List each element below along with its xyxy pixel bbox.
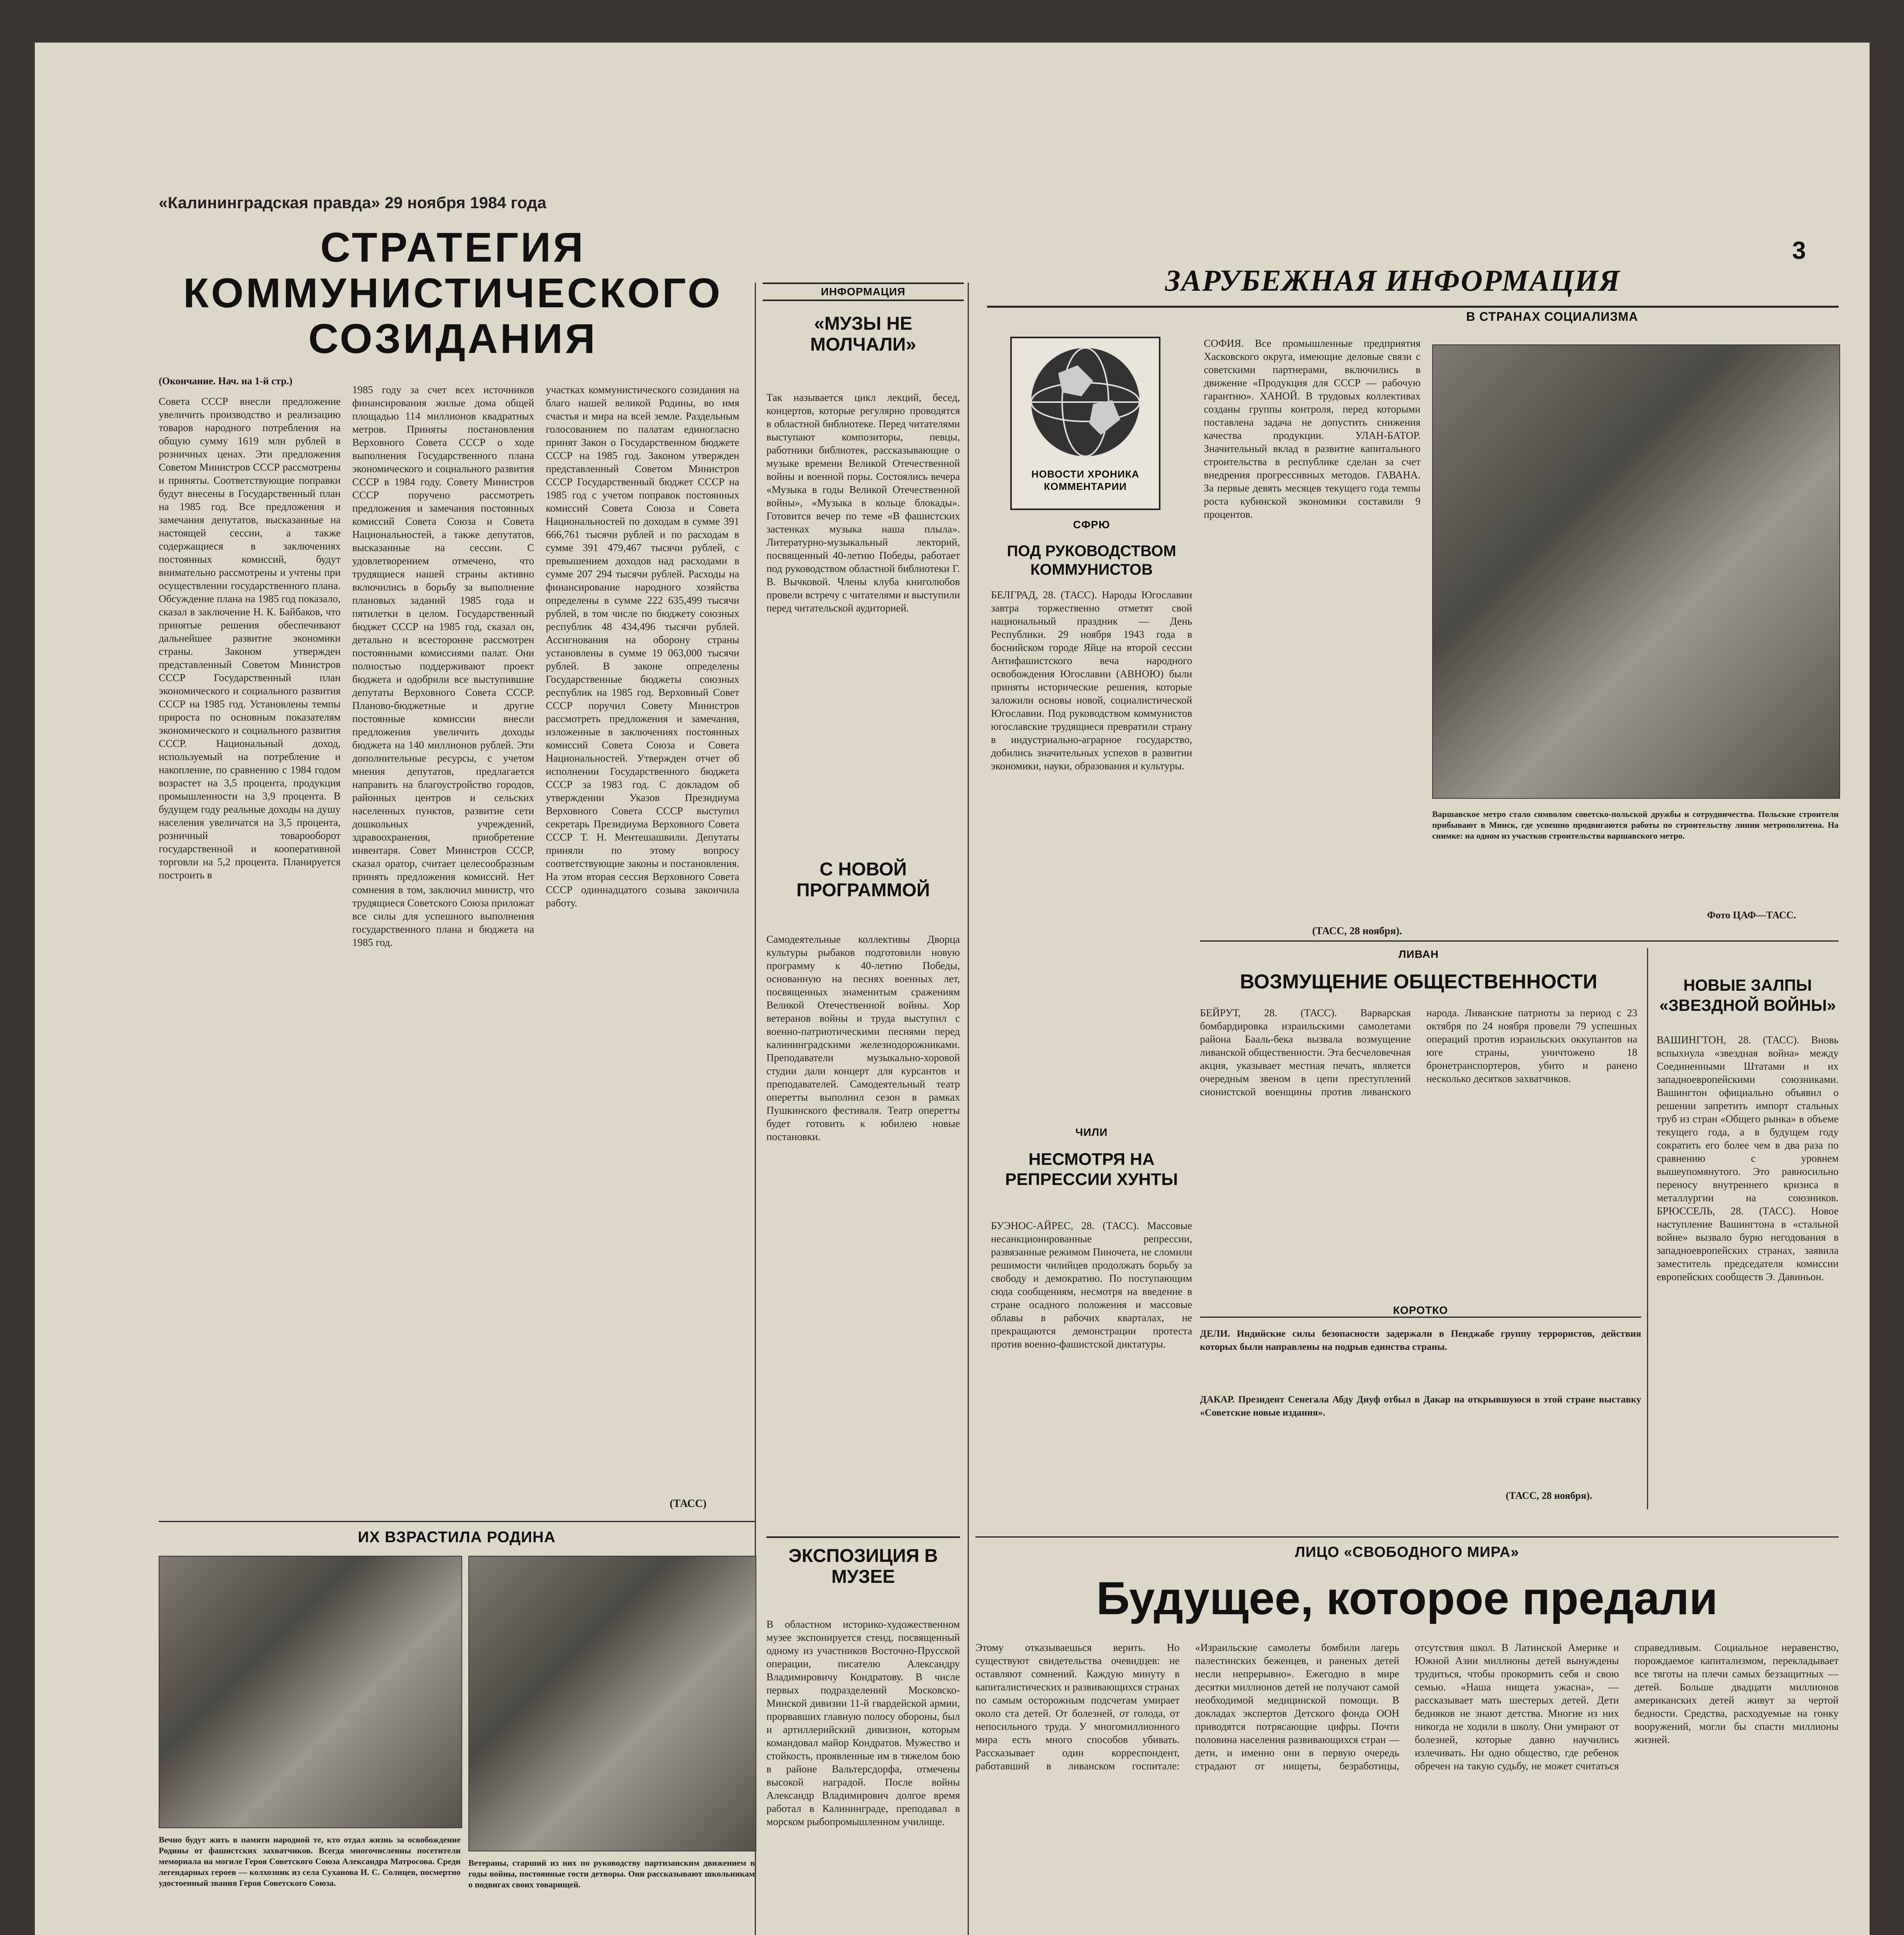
socialist-tass: (ТАСС, 28 ноября).: [1312, 925, 1402, 937]
exhibition-title: ЭКСПОЗИЦИЯ В МУЗЕЕ: [766, 1536, 960, 1587]
world-section-label: ЗАРУБЕЖНАЯ ИНФОРМАЦИЯ: [1165, 264, 1621, 297]
future-kicker: ЛИЦО «СВОБОДНОГО МИРА»: [1295, 1544, 1519, 1560]
chile-text: БУЭНОС-АЙРЕС, 28. (ТАСС). Массовые несанкционированные репрессии, развязанные режимом Пиночета, не сломили решимости чилийцев продолжать борьбу за свободу и демократию. По поступающим сюда сообщениям, несмотря на введение в стране осадного положения и массовые облавы в рабочих кварталах, не прекращаются демонстрации протеста против военно-фашистской диктатуры.: [991, 1220, 1192, 1350]
strategy-column-2: 1985 году за счет всех источников финансирования жилые дома общей площадью 114 миллионов квадратных метров. Приняты постановления Верховного Совета СССР о ходе выполнения Государственного плана экономического и социального развития СССР в 1984 году. Совету Министров СССР поручено рассмотреть предложения и замечания постоянных комиссий Совета Союза и Совета Национальностей, а также депутатов, высказанные на сессии. С удовлетворением отмечено, что трудящиеся нашей страны активно включились в борьбу за выполнение плановых заданий 1985 года и пятилетки в целом. Государственный бюджет СССР на 1985 год, сказал он, детально и всесторонне рассмотрен постоянными комиссиями палат. Они полностью поддерживают проект бюджета и одобрили все выступившие депутаты Верховного Совета СССР. Планово-бюджетные и другие постоянные комиссии внесли предложения увеличить доходы бюджета на 140 миллионов рублей. Эти дополнительные ресурсы, с учетом мнения депутатов, предлагается направить на благоустройство городов, районных центров и сельских населенных пунктов, развитие сети дошкольных учреждений, здравоохранения, приобретение инвентаря. Совет Министров СССР, сказал оратор, считает целесообразным принять предложения комиссий. Нет сомнения в том, заключил министр, что трудящиеся Советского Союза приложат все силы для успешного выполнения государственного плана и бюджета на 1985 год.: [352, 384, 534, 948]
star-wars-title: НОВЫЕ ЗАЛПЫ «ЗВЕЗДНОЙ ВОЙНЫ»: [1659, 976, 1836, 1014]
page-number: 3: [1792, 236, 1806, 264]
homeland-caption-right: Ветераны, старший из них по руководству партизанским движением в годы войны, постоянные гости детворы. Они рассказывают школьникам о подвигах своих товарищей.: [468, 1858, 755, 1889]
future-text: Этому отказываешься верить. Но существуют свидетельства очевидцев: не оставляют сомнений. Каждую минуту в капиталистических и развивающихся странах по самым осторожным подсчетам умирает около ста детей. От болезней, от голода, от непосильного труда. У многомиллионного мира есть много способов убивать. Рассказывает один корреспондент, работавший в ливанском госпитале: «Израильские самолеты бомбили лагерь палестинских беженцев, и раненых детей несли непрерывно». Ежегодно в мире десятки миллионов детей не получают самой необходимой медицинской помощи. В докладах экспертов Детского фонда ООН приводятся потрясающие цифры. Почти половина населения развивающихся стран — дети, и именно они в первую очередь страдают от нищеты, безработицы, отсутствия школ. В Латинской Америке и Южной Азии миллионы детей вынуждены трудиться, чтобы прокормить себя и свою семью. «Наша нищета ужасна», — рассказывает мать шестерых детей. Дети бедняков не знают детства. Многие из них никогда не ходили в школу. Они умирают от болезней, которые давно научились излечивать. Ни одно общество, где ребенок обречен на такую судьбу, не может считаться справедливым. Социальное неравенство, порождаемое капитализмом, перекладывает все тяготы на плечи самых беззащитных — детей. Больше двадцати миллионов американских детей живут за чертой бедности. Средства, расходуемые на гонку вооружений, могли бы спасти миллионы жизней.: [975, 1642, 1839, 1772]
divider-vertical: [968, 283, 969, 1935]
metro-photo-credit: Фото ЦАФ—ТАСС.: [1707, 909, 1796, 921]
divider-vertical: [1647, 948, 1648, 1509]
globe-logo: [1010, 337, 1160, 510]
strategy-continuation: (Окончание. Нач. на 1-й стр.): [159, 375, 293, 387]
new-program-title: С НОВОЙ ПРОГРАММОЙ: [796, 859, 930, 901]
homeland-photo-left: [159, 1556, 462, 1828]
new-program-text: Самодеятельные коллективы Дворца культуры рыбаков подготовили новую программу к 40-летию Победы, основанную на песнях военных лет, посвященных знаменитым сражениям Великой Отечественной войны. Хор ветеранов войны и труда выступил с военно-патриотическими песнями перед калининградскими железнодорожниками. Преподаватели музыкально-хоровой студии дали концерт для курсантов и преподавателей. Самодеятельный театр оперетты выполнил сезон в рамках Пушкинского фестиваля. Театр оперетты будет готовить к юбилею новые постановки.: [766, 933, 960, 1142]
exhibition-text: В областном историко-художественном музее экспонируется стенд, посвященный одному из участников Восточно-Прусской операции, писателю Александру Владимировичу Кондратову. В числе первых подразделений Московско-Минской дивизии 11-й гвардейской армии, прорвавших главную полосу обороны, был и артиллерийский дивизион, которым командовал майор Кондратов. Мужество и стойкость, проявленные им в тяжелом бою в районе Вальтерсдорфа, отмечены высокой наградой. После войны Александр Владимирович долгое время работал в Калининграде, преподавал в морском рыбопромышленном училище.: [766, 1618, 960, 1827]
briefly-delhi: ДЕЛИ. Индийские силы безопасности задержали в Пенджабе группу террористов, действия которых были направлены на подрыв единства страны.: [1200, 1329, 1641, 1352]
briefly-tass: (ТАСС, 28 ноября).: [1506, 1490, 1592, 1501]
newspaper-date: «Калининградская правда» 29 ноября 1984 года: [159, 194, 547, 212]
divider-horizontal: [159, 1521, 755, 1522]
chile-kicker: ЧИЛИ: [1075, 1126, 1108, 1138]
metro-photo: [1432, 344, 1840, 799]
homeland-header: ИХ ВЗРАСТИЛА РОДИНА: [358, 1529, 556, 1546]
strategy-tass: (ТАСС): [670, 1498, 707, 1510]
yugoslavia-title: ПОД РУКОВОДСТВОМ КОММУНИСТОВ: [1007, 543, 1176, 578]
strategy-title: СТРАТЕГИЯ КОММУНИСТИЧЕСКОГО СОЗИДАНИЯ: [183, 224, 723, 362]
newspaper-page: [35, 43, 1870, 1935]
strategy-column-1: Совета СССР внесли предложение увеличить производство и реализацию товаров народного потребления на общую сумму 1619 млн рублей в розничных ценах. Эти предложения Советом Министров СССР рассмотрены и приняты. Соответствующие поправки будут внесены в Государственный план на 1985 год. Все предложения и замечания депутатов, высказанные на настоящей сессии, а также содержащиеся в заключениях постоянных комиссий, будут внимательно рассмотрены и учтены при осуществлении государственного плана. Обсуждение плана на 1985 год показало, сказал в заключение Н. К. Байбаков, что принятые решения обеспечивают дальнейшее развитие экономики страны. Законом утвержден представленный Советом Министров СССР Государственный план экономического и социального развития СССР на 1985 год. Установлены темпы прироста по основным показателям экономического и социального развития СССР. Национальный доход, используемый на потребление и накопление, по сравнению с 1984 годом возрастет на 3,5 процента, продукция промышленности на 3,9 процента. В будущем году реальные доходы на душу населения увеличатся на 3,5 процента, розничный товарооборот государственной и кооперативной торговли на 5,2 процента. Планируется построить в: [159, 396, 341, 881]
info-section-label: ИНФОРМАЦИЯ: [763, 283, 964, 301]
yugoslavia-text: БЕЛГРАД, 28. (ТАСС). Народы Югославии завтра торжественно отметят свой национальный праздник — День Республики. 29 ноября 1943 года в боснийском городе Яйце на второй сессии Антифашистского веча народного освобождения Югославии (АВНОЮ) были приняты исторические решения, которые заложили основы новой, социалистической Югославии. Под руководством коммунистов югославские трудящиеся превратили страну в индустриально-аграрное государство, добились значительных успехов в развитии экономики, науки, образования и культуры.: [991, 589, 1192, 772]
homeland-caption-left: Вечно будут жить в памяти народной те, кто отдал жизнь за освобождение Родины от фашистских захватчиков. Всегда многочисленны посетители мемориала на могиле Героя Советского Союза Александра Матросова. Среди легендарных героев — колхозник из села Суханова И. С. Солнцев, посмертно удостоенный звания Героя Советского Союза.: [159, 1835, 461, 1888]
star-wars-text: ВАШИНГТОН, 28. (ТАСС). Вновь вспыхнула «звездная война» между Соединенными Штатами и их западноевропейскими союзниками. Вашингтон официально объявил о решении запретить импорт стальных труб из стран «Общего рынка» в объеме текущего года, а в будущем году сократить его более чем в два раза по сравнению с уровнем вышеупомянутого. Это равносильно переносу внутреннего кризиса в металлургии на союзников. БРЮССЕЛЬ, 28. (ТАСС). Новое наступление Вашингтона в «стальной войне» вызвало бурю негодования в западноевропейских странах, заявила заместитель председателя комиссии европейских сообществ Э. Давиньон.: [1657, 1034, 1839, 1283]
chile-title: НЕСМОТРЯ НА РЕПРЕССИИ ХУНТЫ: [1005, 1150, 1178, 1189]
globe-icon: [1012, 338, 1159, 466]
musy-title: «МУЗЫ НЕ МОЛЧАЛИ»: [810, 313, 916, 355]
briefly-header: КОРОТКО: [1200, 1304, 1641, 1318]
musy-text: Так называется цикл лекций, бесед, концертов, которые регулярно проводятся в областной библиотеке. Перед читателями выступают композиторы, певцы, работники библиотек, рассказывающие о музыке времени Великой Отечественной войны и военной поры. Состоялись вечера «Музыка в годы Великой Отечественной войны», «Музыка в кольце блокады». Готовится вечер по теме «В фашистских застенках музыка наша плыла». Литературно-музыкальный лекторий, посвященный 40-летию Победы, работает под руководством областной библиотеки Г. В. Вычковой. Члены клуба книголюбов провели встречу с читателями и выступили перед читательской аудиторией.: [766, 392, 960, 614]
yugoslavia-kicker: СФРЮ: [1073, 519, 1110, 531]
briefly-dakar: ДАКАР. Президент Сенегала Абду Диуф отбыл в Дакар на открывшуюся в этой стране выставку «Советские новые издания».: [1200, 1394, 1641, 1418]
world-header-rule: [987, 306, 1839, 308]
socialist-header: В СТРАНАХ СОЦИАЛИЗМА: [1466, 310, 1638, 324]
lebanon-text: БЕЙРУТ, 28. (ТАСС). Варварская бомбардировка израильскими самолетами района Бааль-бека вызвала возмущение ливанской общественности. Эта бесчеловечная акция, указывает местная печать, является очередным звеном в цепи преступлений сионистской военщины против ливанского народа. Ливанские патриоты за период с 23 октября по 24 ноября провели 79 успешных операций против израильских оккупантов на юге страны, уничтожено 18 бронетранспортеров, убито и ранено несколько десятков захватчиков.: [1200, 1007, 1637, 1098]
homeland-photo-right: [468, 1556, 756, 1851]
lebanon-title: ВОЗМУЩЕНИЕ ОБЩЕСТВЕННОСТИ: [1240, 971, 1597, 993]
lebanon-kicker: ЛИВАН: [1398, 948, 1439, 960]
metro-photo-caption: Варшавское метро стало символом советско-польской дружбы и сотрудничества. Польские строители прибывают в Минск, где успешно продвигаются работы по строительству линии метрополитена. На снимке: на одном из участков строительства варшавского метро.: [1432, 809, 1839, 841]
strategy-column-3: участках коммунистического созидания на благо нашей великой Родины, во имя счастья и мира на всей земле. Раздельным голосованием по палатам единогласно принят Закон о Государственном бюджете СССР на 1985 год. Законом утвержден представленный Советом Министров СССР Государственный бюджет СССР на 1985 год с учетом поправок постоянных комиссий Совета Союза и Совета Национальностей по доходам в сумме 391 666,761 тысячи рублей и по расходам в сумме 391 479,467 тысячи рублей, с превышением доходов над расходами в сумме 207 294 тысячи рублей. Расходы на финансирование народного хозяйства определены в сумме 222 635,499 тысячи рублей, в том числе по бюджету союзных республик 48 434,496 тысячи рублей. Ассигнования на оборону страны установлены в сумме 19 063,000 тысячи рублей. В законе определены Государственные бюджеты союзных республик на 1985 год. Верховный Совет СССР поручил Совету Министров рассмотреть предложения и замечания, изложенные в заключениях постоянных комиссий Совета Союза и Совета Национальностей. Утвержден отчет об исполнении Государственного бюджета СССР за 1983 год. С докладом об утверждении Указов Президиума Верховного Совета СССР выступил секретарь Президиума Верховного Совета СССР Т. Н. Ментешашвили. Депутаты приняли по этому вопросу соответствующие законы и постановления. На этом вторая сессия Верховного Совета СССР одиннадцатого созыва закончила работу.: [546, 384, 739, 909]
globe-caption: НОВОСТИ ХРОНИКА КОММЕНТАРИИ: [1031, 468, 1140, 492]
divider-horizontal: [1200, 940, 1839, 942]
divider-horizontal: [975, 1536, 1839, 1538]
socialist-text: СОФИЯ. Все промышленные предприятия Хасковского округа, имеющие деловые связи с советскими партнерами, включились в движение «Продукция для СССР — рабочую гарантию». ХАНОЙ. В трудовых коллективах созданы группы контроля, перед которыми поставлена задача не допустить снижения качества продукции. УЛАН-БАТОР. Значительный вклад в развитие капитального строительства в республике сделан за счет внедрения прогрессивных методов. ГАВАНА. За первые девять месяцев текущего года темпы роста кубинской экономики составили 9 процентов.: [1204, 337, 1421, 520]
future-title: Будущее, которое предали: [1096, 1572, 1718, 1624]
